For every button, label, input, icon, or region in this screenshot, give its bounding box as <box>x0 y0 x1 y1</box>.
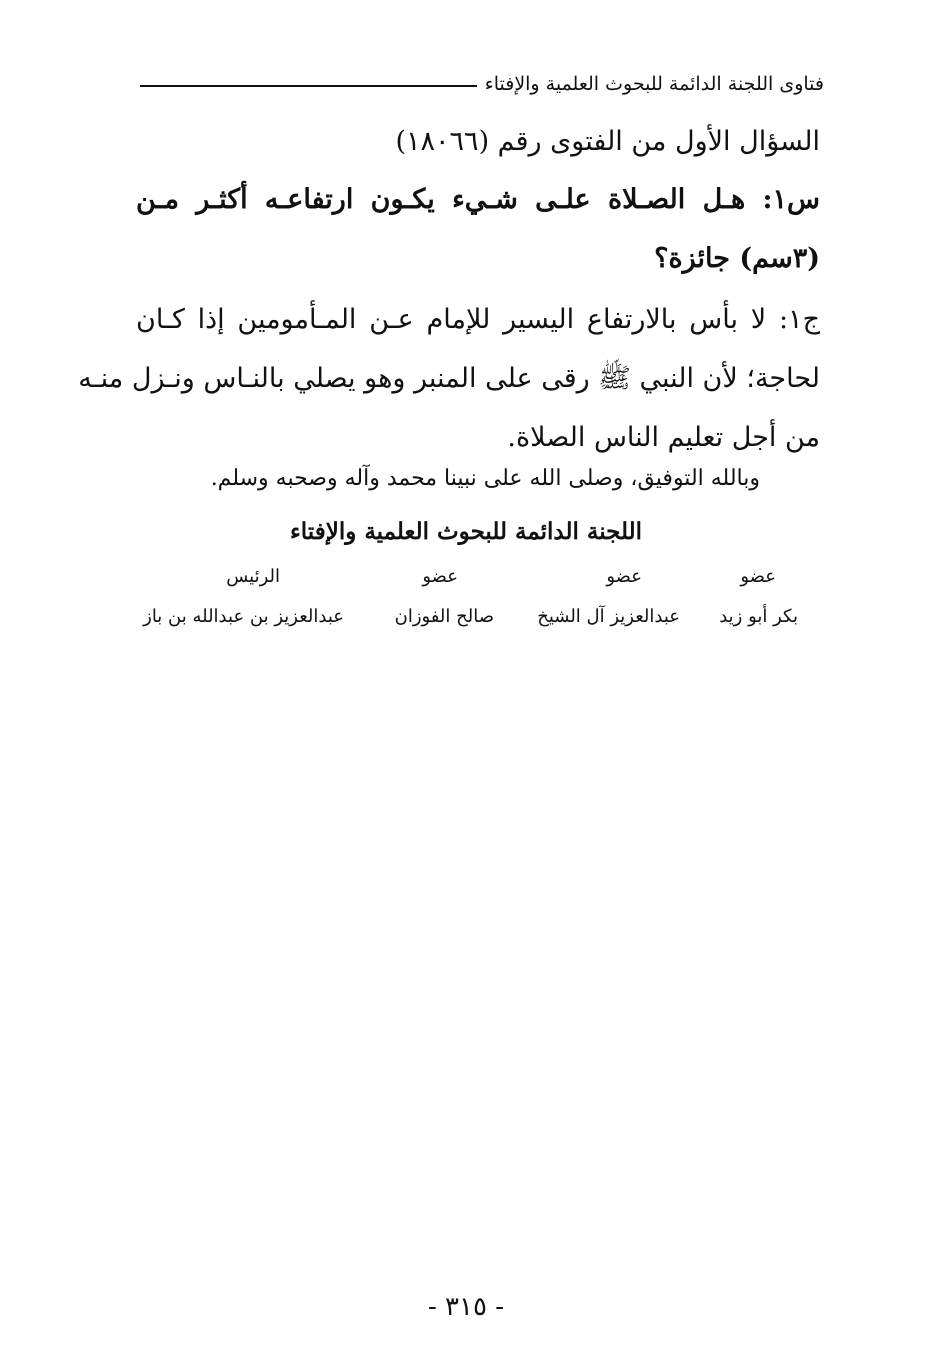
closing-formula: وبالله التوفيق، وصلى الله على نبينا محمد وآله وصحبه وسلم. <box>210 466 760 491</box>
signatory-role-4: الرئيس <box>226 566 280 587</box>
committee-name: اللجنة الدائمة للبحوث العلمية والإفتاء <box>289 518 643 545</box>
question-line-1: س١: هـل الصـلاة علـى شـيء يكـون ارتفاعـه أكثـر مـن <box>136 184 820 215</box>
running-header <box>140 64 824 104</box>
page-number: - ٣١٥ - <box>427 1292 505 1322</box>
running-header-rule <box>140 85 477 87</box>
question-block <box>136 170 820 288</box>
signatory-name-4: عبدالعزيز بن عبدالله بن باز <box>143 606 344 627</box>
signatory-name-3: صالح الفوزان <box>394 606 494 627</box>
answer-block <box>78 290 820 467</box>
question-line-2: (٣سم) جائزة؟ <box>654 243 820 274</box>
signatory-name-2: عبدالعزيز آل الشيخ <box>537 606 680 627</box>
signatory-role-2: عضو <box>606 566 642 587</box>
answer-line-3: من أجل تعليم الناس الصلاة. <box>507 422 820 453</box>
answer-line-2: لحاجة؛ لأن النبي ﷺ رقى على المنبر وهو يصلي بالنـاس ونـزل منـه <box>78 363 820 394</box>
signatory-name-1: بكر أبو زيد <box>719 606 798 627</box>
signatory-role-3: عضو <box>422 566 458 587</box>
running-header-title: فتاوى اللجنة الدائمة للبحوث العلمية والإفتاء <box>484 73 824 95</box>
signatory-role-1: عضو <box>740 566 776 587</box>
answer-line-1: ج١: لا بأس بالارتفاع اليسير للإمام عـن المـأمومين إذا كـان <box>136 304 820 335</box>
fatwa-intro: السؤال الأول من الفتوى رقم (١٨٠٦٦) <box>395 126 820 157</box>
